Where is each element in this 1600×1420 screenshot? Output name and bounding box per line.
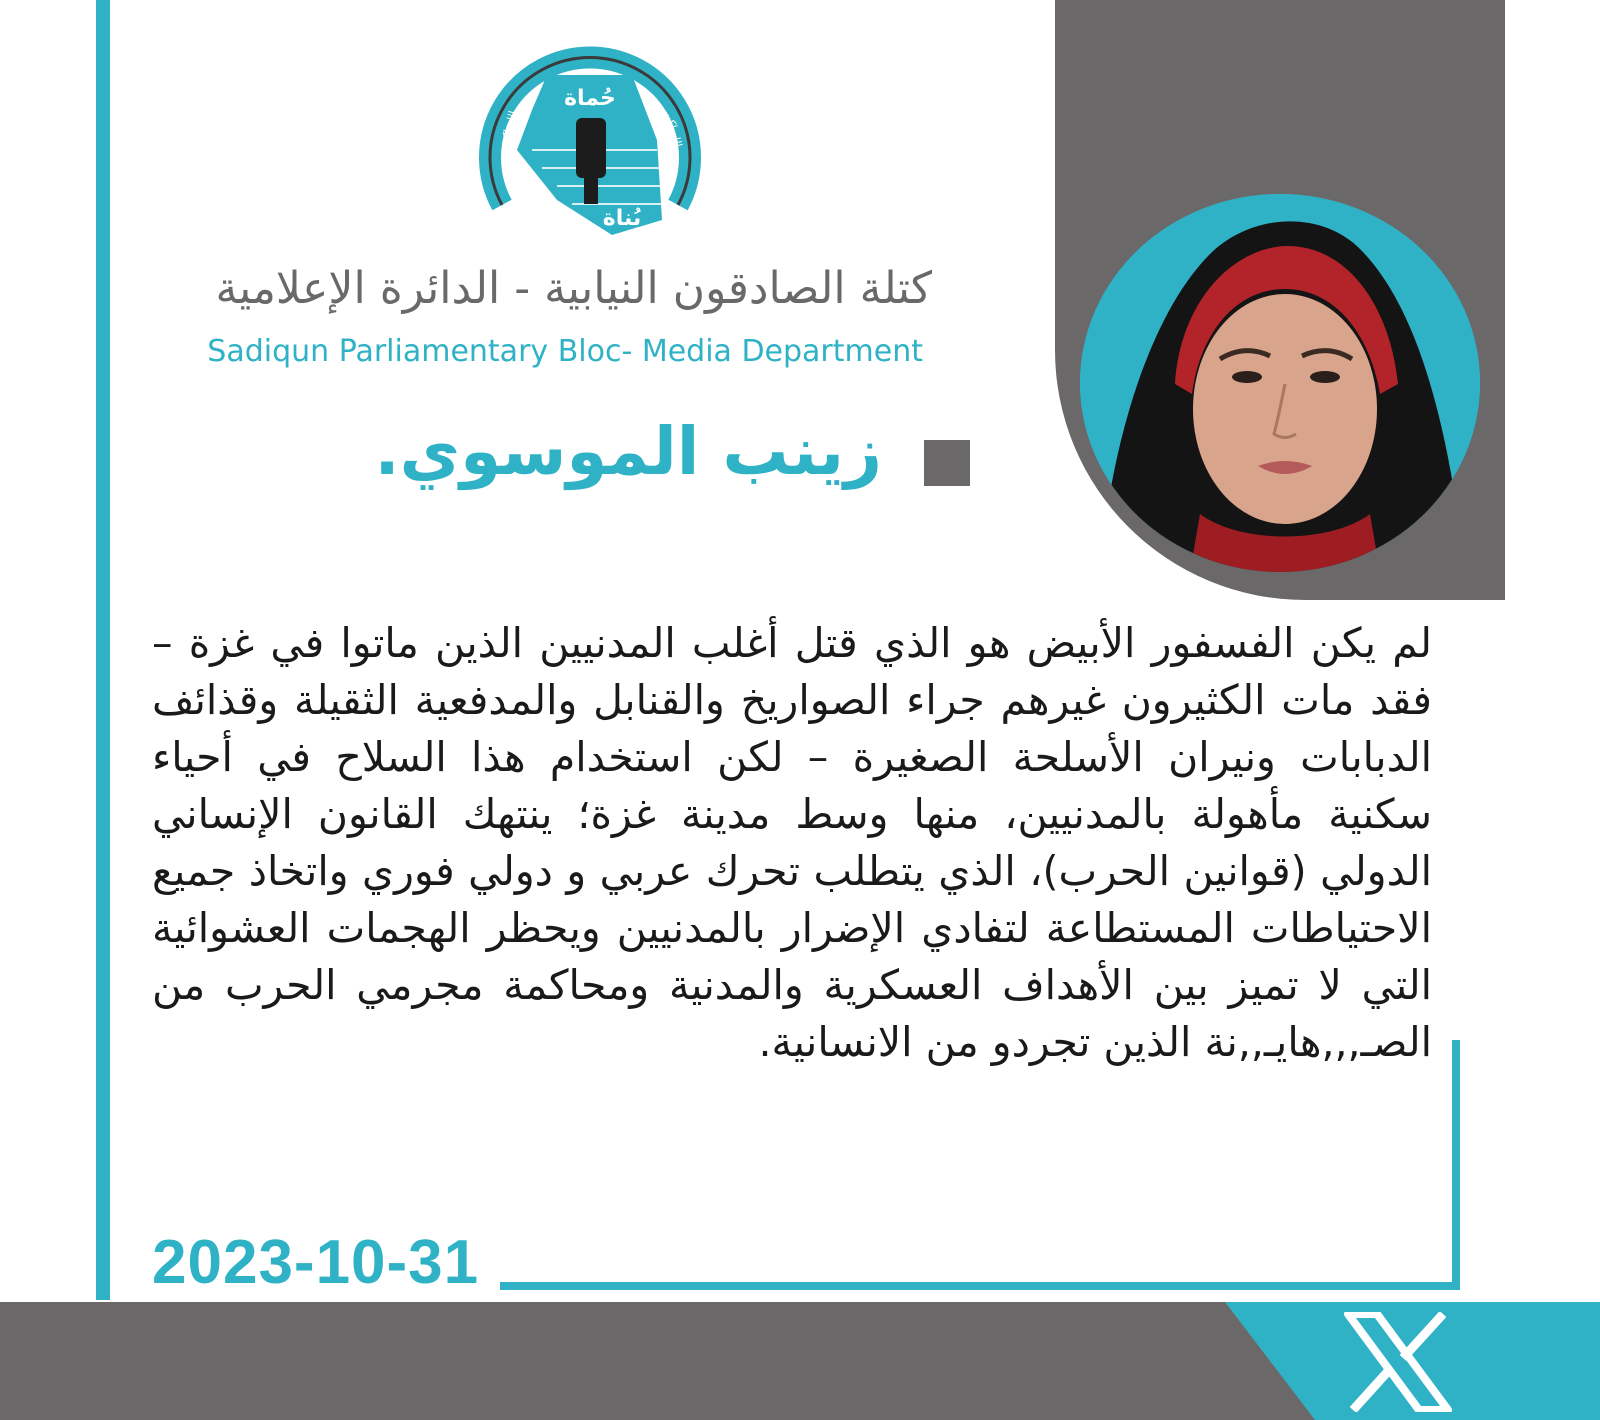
speaker-bullet-square [924, 440, 970, 486]
org-name-english: Sadiqun Parliamentary Bloc- Media Department [207, 334, 923, 369]
statement-frame-right [1452, 1040, 1460, 1290]
portrait-illustration [1080, 194, 1480, 572]
statement-frame-bottom [500, 1282, 1460, 1290]
statement-date: 2023-10-31 [152, 1228, 480, 1297]
logo-word-bottom: بُناة [602, 206, 642, 231]
speaker-name: زينب الموسوي. [374, 413, 882, 490]
logo-word-top: حُماة [564, 86, 616, 111]
logo-ring-left-text: الله اكبر [497, 109, 520, 149]
speaker-portrait [1080, 194, 1480, 572]
org-name-arabic: كتلة الصادقون النيابية - الدائرة الإعلامية [215, 263, 932, 314]
logo-top-text: حركة الصادقون [548, 31, 632, 46]
x-logo-icon [1343, 1312, 1453, 1412]
logo-ring-right-text: الله اكبر [662, 109, 685, 149]
statement-body: لم يكن الفسفور الأبيض هو الذي قتل أغلب المدنيين الذين ماتوا في غزة – فقد مات الكثيرون غيرهم جراء الصواريخ والقنابل والمدفعية الثقيلة وقذائف الدبابات ونيران الأسلحة الصغيرة – لكن استخدام هذا السلاح في أحياء سكنية مأهولة بالمدنيين، منها وسط مدينة غزة؛ ينتهك القانون الإنساني الدولي (قوانين الحرب)، الذي يتطلب تحرك عربي و دولي فوري واتخاذ جميع الاحتياطات المستطاعة لتفادي الإضرار بالمدنيين ويحظر الهجمات العشوائية التي لا تميز بين الأهداف العسكرية والمدنية ومحاكمة مجرمي الحرب من الصـ,,,هايـ,,نة الذين تجردو من الانسانية. [152, 619, 1432, 1066]
left-accent-bar [96, 0, 110, 1300]
bloc-logo [472, 20, 708, 240]
